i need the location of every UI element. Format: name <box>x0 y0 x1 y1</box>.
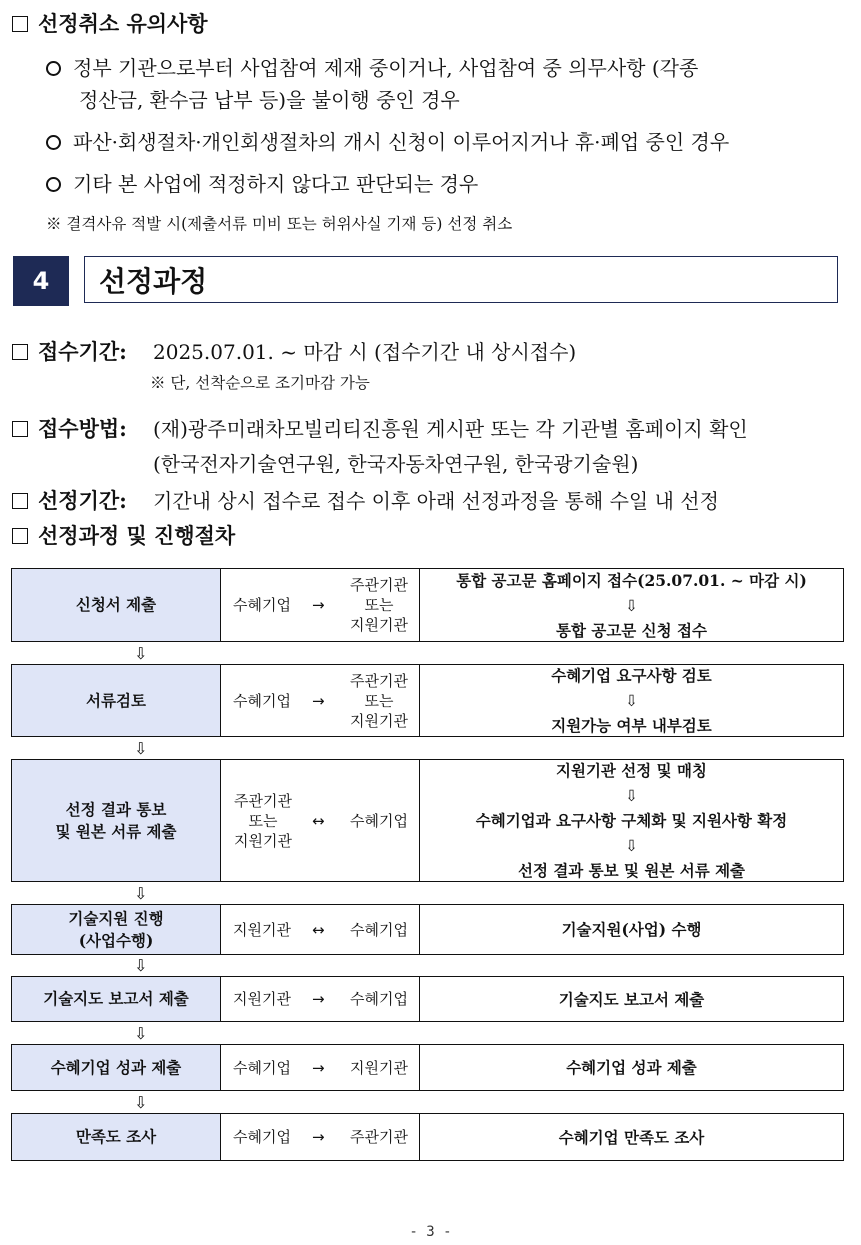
step-flow <box>221 760 420 881</box>
bidirectional-arrow-icon: ↔ <box>312 811 325 830</box>
selection-period-label: 선정기간: <box>12 485 127 515</box>
right-arrow-icon: → <box>312 1128 325 1146</box>
checkbox-square-icon <box>12 16 28 32</box>
step-from: 주관기관 또는 지원기관 <box>234 791 292 850</box>
step-from: 수혜기업 <box>233 1058 291 1077</box>
step-detail: 수혜기업 성과 제출 <box>566 1058 697 1077</box>
step-detail: 기술지도 보고서 제출 <box>558 989 705 1009</box>
circle-bullet-icon <box>46 135 61 150</box>
step-flow <box>221 905 420 954</box>
step-from: 수혜기업 <box>233 1128 291 1146</box>
reception-method-value: (재)광주미래차모빌리티진흥원 게시판 또는 각 기관별 홈페이지 확인 <box>153 417 748 441</box>
step-from: 지원기관 <box>233 990 291 1008</box>
step-detail: 수혜기업 요구사항 검토 ⇩ 지원가능 여부 내부검토 <box>551 666 712 735</box>
section-title: 선정과정 <box>84 256 838 303</box>
step-name: 서류검토 <box>12 665 221 736</box>
down-arrow-icon: ⇩ <box>134 1024 148 1043</box>
step-name: 선정 결과 통보 및 원본 서류 제출 <box>12 760 221 881</box>
selection-period-value: 기간내 상시 접수로 접수 이후 아래 선정과정을 통해 수일 내 선정 <box>153 489 719 513</box>
step-to: 주관기관 또는 지원기관 <box>350 671 408 730</box>
step-flow <box>221 1114 420 1160</box>
cancel-note: ※ 결격사유 적발 시(제출서류 미비 또는 허위사실 기재 등) 선정 취소 <box>46 215 513 233</box>
step-detail: 통합 공고문 홈페이지 접수(25.07.01. ~ 마감 시) ⇩ 통합 공고문 신청 접수 <box>456 570 807 640</box>
down-arrow-icon: ⇩ <box>134 884 148 903</box>
checkbox-square-icon <box>12 493 28 509</box>
reception-method-value-cont: (한국전자기술연구원, 한국자동차연구원, 한국광기술원) <box>153 452 639 476</box>
process-step-6 <box>11 1044 844 1091</box>
step-from: 수혜기업 <box>233 596 291 614</box>
down-arrow-icon: ⇩ <box>134 644 148 663</box>
step-detail: 수혜기업 만족도 조사 <box>558 1127 705 1147</box>
step-to: 주관기관 또는 지원기관 <box>350 576 408 634</box>
right-arrow-icon: → <box>312 990 325 1008</box>
checkbox-square-icon <box>12 344 28 360</box>
step-flow <box>221 977 420 1021</box>
process-step-4 <box>11 904 844 955</box>
process-step-1 <box>11 568 844 642</box>
down-arrow-icon: ⇩ <box>625 691 638 710</box>
step-to: 수혜기업 <box>350 990 408 1008</box>
step-from: 수혜기업 <box>233 691 291 710</box>
cancel-bullet-1-cont: 정산금, 환수금 납부 등)을 불이행 중인 경우 <box>79 88 460 112</box>
step-name: 기술지도 보고서 제출 <box>12 977 221 1021</box>
down-arrow-icon: ⇩ <box>134 956 148 975</box>
down-arrow-icon: ⇩ <box>134 1093 148 1112</box>
step-to: 주관기관 <box>350 1128 408 1146</box>
reception-period-note: ※ 단, 선착순으로 조기마감 가능 <box>150 374 370 392</box>
down-arrow-icon: ⇩ <box>134 739 148 758</box>
bidirectional-arrow-icon: ↔ <box>312 920 325 939</box>
cancel-bullet-2: 파산·회생절차·개인회생절차의 개시 신청이 이루어지거나 휴·폐업 중인 경우 <box>46 126 729 155</box>
right-arrow-icon: → <box>312 596 325 614</box>
process-step-5 <box>11 976 844 1022</box>
cancel-bullet-1: 정부 기관으로부터 사업참여 제재 중이거나, 사업참여 중 의무사항 (각종 <box>46 52 698 81</box>
down-arrow-icon: ⇩ <box>625 595 638 615</box>
step-from: 지원기관 <box>233 920 291 939</box>
step-to: 수혜기업 <box>350 811 408 830</box>
circle-bullet-icon <box>46 61 61 76</box>
down-arrow-icon: ⇩ <box>625 836 638 855</box>
page-number: - 3 - <box>409 1224 452 1240</box>
step-flow <box>221 569 420 641</box>
step-flow <box>221 665 420 736</box>
step-detail: 기술지원(사업) 수행 <box>561 920 702 939</box>
step-flow <box>221 1045 420 1090</box>
process-heading: 선정과정 및 진행절차 <box>12 520 235 550</box>
step-name: 기술지원 진행 (사업수행) <box>12 905 221 954</box>
step-to: 수혜기업 <box>350 920 408 939</box>
process-step-3 <box>11 759 844 882</box>
step-detail: 지원기관 선정 및 매칭 ⇩ 수혜기업과 요구사항 구체화 및 지원사항 확정 ⇩ 선정 결과 통보 및 원본 서류 제출 <box>475 761 788 880</box>
reception-method-label: 접수방법: <box>12 413 127 443</box>
section-number: 4 <box>13 256 69 306</box>
step-name: 만족도 조사 <box>12 1114 221 1160</box>
step-name: 수혜기업 성과 제출 <box>12 1045 221 1090</box>
checkbox-square-icon <box>12 421 28 437</box>
right-arrow-icon: → <box>312 1058 325 1077</box>
step-name: 신청서 제출 <box>12 569 221 641</box>
process-step-2 <box>11 664 844 737</box>
down-arrow-icon: ⇩ <box>625 786 638 805</box>
cancel-bullet-3: 기타 본 사업에 적정하지 않다고 판단되는 경우 <box>46 168 478 197</box>
reception-period-value: 2025.07.01. ~ 마감 시 (접수기간 내 상시접수) <box>153 340 577 364</box>
right-arrow-icon: → <box>312 691 325 710</box>
step-to: 지원기관 <box>350 1058 408 1077</box>
reception-period-label: 접수기간: <box>12 336 127 366</box>
cancel-heading: 선정취소 유의사항 <box>12 8 208 38</box>
circle-bullet-icon <box>46 177 61 192</box>
checkbox-square-icon <box>12 528 28 544</box>
process-step-7 <box>11 1113 844 1161</box>
